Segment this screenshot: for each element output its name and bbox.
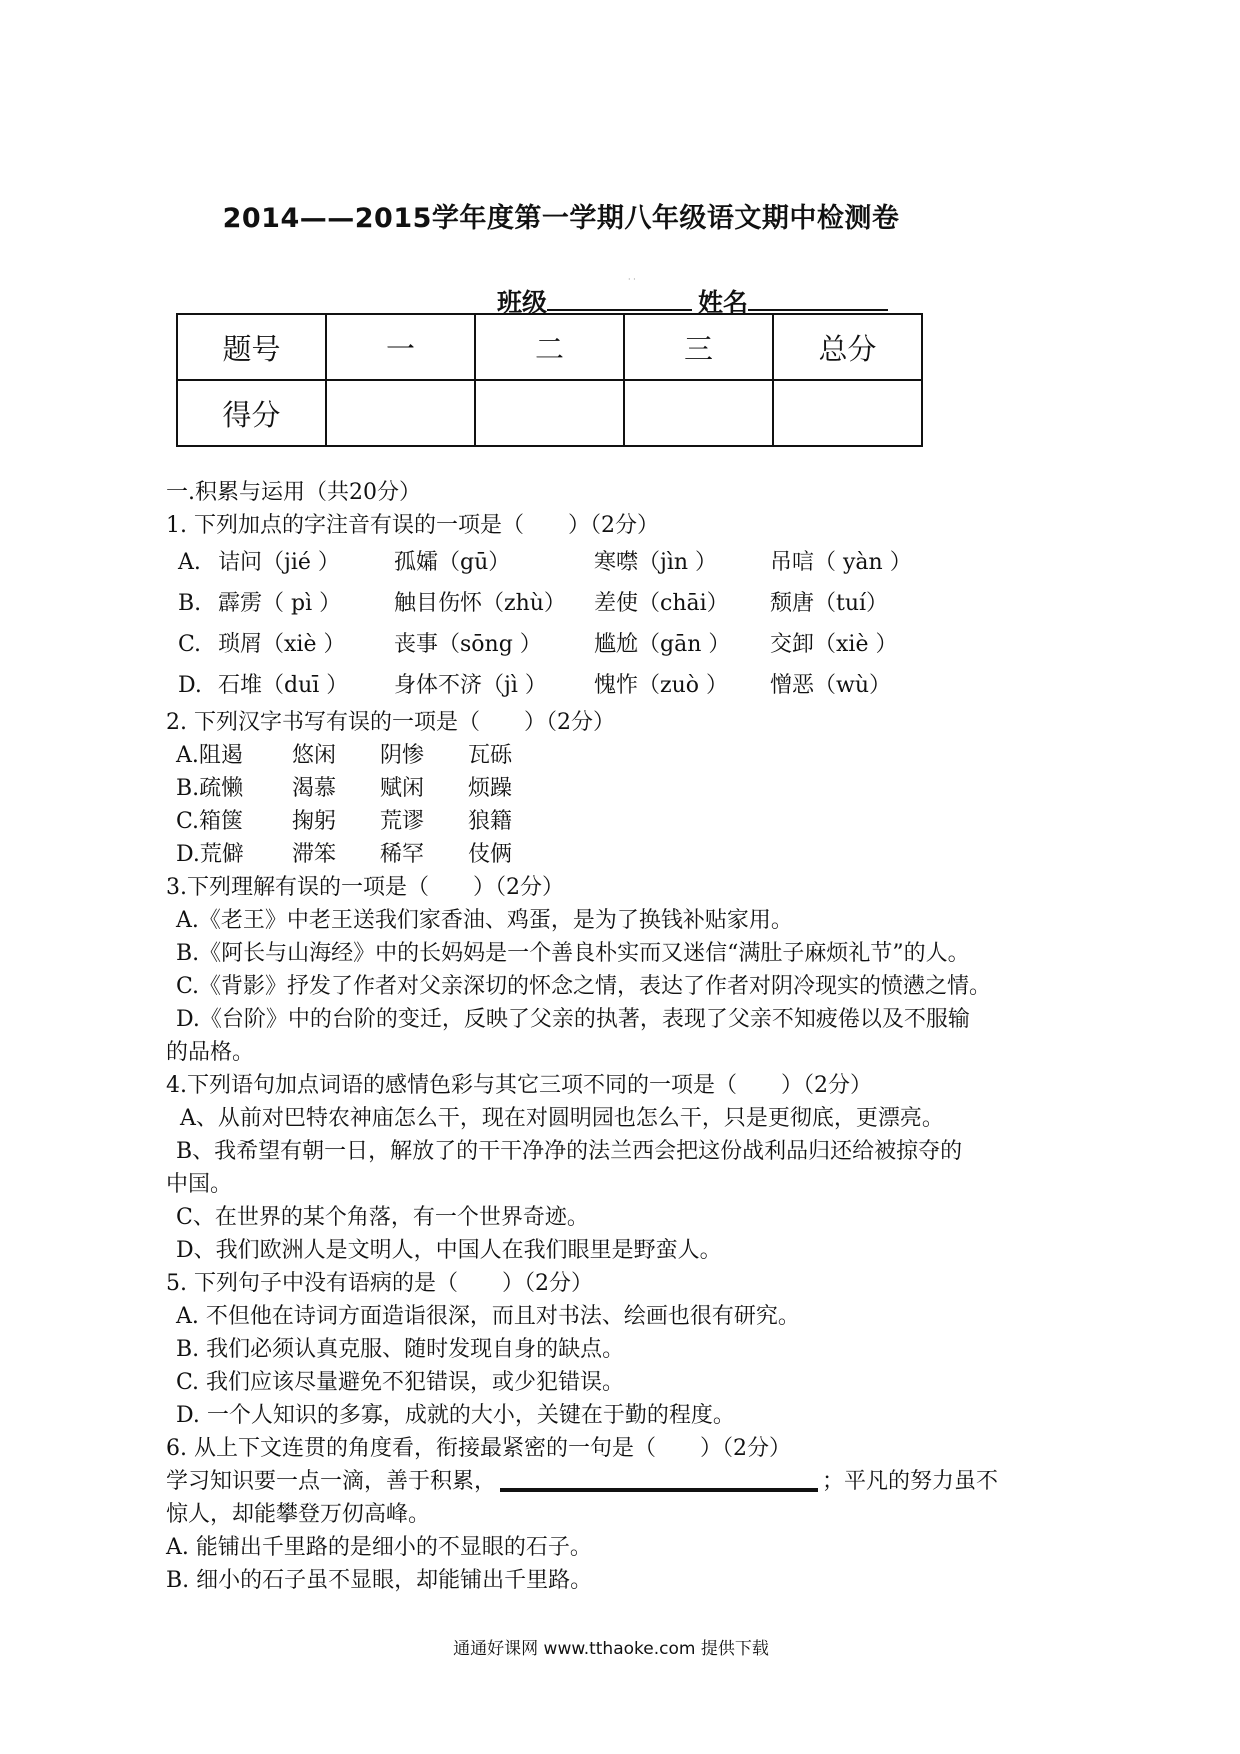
q6-answer-blank: [500, 1472, 818, 1492]
option-word-group: [176, 772, 292, 805]
score-cell: [326, 380, 475, 446]
option-letter: A.: [176, 743, 199, 768]
option-item: 寒噤（jìn ）: [594, 550, 718, 575]
score-header-row: [177, 314, 922, 380]
option-word: 狼籍: [468, 809, 513, 834]
q3-stem: 3.下列理解有误的一项是（ ）（2分）: [166, 875, 564, 900]
option-item: 丧事（sōng ）: [394, 632, 542, 657]
q4-line: B、我希望有朝一日，解放了的干干净净的法兰西会把这份战利品归还给被掠夺的: [176, 1139, 963, 1164]
q5-line: A. 不但他在诗词方面造诣很深，而且对书法、绘画也很有研究。: [176, 1304, 800, 1329]
q4-line: A、从前对巴特农神庙怎么干，现在对圆明园也怎么干，只是更彻底，更漂亮。: [180, 1106, 944, 1131]
name-label: 姓名: [698, 288, 749, 317]
q2-option-c: [166, 805, 1086, 838]
option-word: 悠闲: [292, 743, 337, 768]
q5-stem: 5. 下列句子中没有语病的是（ ）（2分）: [166, 1271, 593, 1296]
q3-line: 的品格。: [166, 1040, 255, 1065]
option-word: 阴惨: [380, 743, 425, 768]
option-letter: D.: [178, 673, 202, 698]
scan-specks: · ·: [628, 275, 636, 284]
option-word: 疏懒: [199, 776, 244, 801]
option-letter: B.: [176, 776, 200, 801]
q3-line: D.《台阶》中的台阶的变迁，反映了父亲的执著，表现了父亲不知疲倦以及不服输: [176, 1007, 970, 1032]
class-blank: [547, 287, 692, 311]
option-item: 孤孀（gū）: [394, 550, 511, 575]
q2-option-b: [166, 772, 1086, 805]
name-blank: [748, 287, 888, 311]
option-item: 霹雳（ pì ）: [218, 591, 342, 616]
option-word: 赋闲: [380, 776, 425, 801]
option-letter: A.: [178, 550, 201, 575]
option-item: 交卸（xiè ）: [770, 632, 898, 657]
option-word: 阻遏: [198, 743, 243, 768]
q2-stem: 2. 下列汉字书写有误的一项是（ ）（2分）: [166, 710, 615, 735]
score-value-row: [177, 380, 922, 446]
q6-passage-before: 学习知识要一点一滴，善于积累，: [166, 1469, 497, 1494]
option-letter: C.: [176, 809, 200, 834]
option-word: 渴慕: [292, 776, 337, 801]
option-item: 触目伤怀（zhù）: [394, 591, 566, 616]
q2-option-a: [166, 739, 1086, 772]
option-word-group: [176, 739, 292, 772]
q4-line: 中国。: [166, 1172, 233, 1197]
q5-line: D. 一个人知识的多寡，成就的大小，关键在于勤的程度。: [176, 1403, 735, 1428]
option-letter: C.: [178, 632, 202, 657]
q6-stem: 6. 从上下文连贯的角度看，衔接最紧密的一句是（ ）（2分）: [166, 1436, 791, 1461]
score-table: [176, 313, 923, 447]
option-item: 吊唁（ yàn ）: [770, 550, 912, 575]
option-item: 琐屑（xiè ）: [218, 632, 346, 657]
option-word: 稀罕: [380, 842, 425, 867]
q6-passage: [166, 1465, 1086, 1498]
footer: [0, 1634, 1240, 1659]
option-letter: B.: [178, 591, 202, 616]
q6-passage-cont: 惊人，却能攀登万仞高峰。: [166, 1502, 431, 1527]
class-label: 班级: [497, 288, 548, 317]
score-header-cell: 二: [475, 314, 624, 380]
q5-line: B. 我们必须认真克服、随时发现自身的缺点。: [176, 1337, 625, 1362]
score-header-cell: 总分: [773, 314, 922, 380]
q2-option-d: [166, 838, 1086, 871]
q4-stem: 4.下列语句加点词语的感情色彩与其它三项不同的一项是（ ）（2分）: [166, 1073, 872, 1098]
option-word-group: [176, 838, 292, 871]
option-item: 诘问（jié ）: [218, 550, 340, 575]
q1-stem: 1. 下列加点的字注音有误的一项是（ ）（2分）: [166, 513, 659, 538]
score-cell: [773, 380, 922, 446]
option-item: 憎恶（wù）: [770, 673, 892, 698]
score-row-label: 得分: [177, 380, 326, 446]
score-cell: [624, 380, 773, 446]
option-word: 滞笨: [292, 842, 337, 867]
q1-option-a: [166, 542, 1086, 583]
q6-option: B. 细小的石子虽不显眼，却能铺出千里路。: [166, 1568, 593, 1593]
option-word: 箱箧: [199, 809, 244, 834]
option-item: 身体不济（jì ）: [394, 673, 547, 698]
option-item: 愧怍（zuò ）: [594, 673, 728, 698]
option-word: 荒僻: [199, 842, 244, 867]
q5-line: C. 我们应该尽量避免不犯错误，或少犯错误。: [176, 1370, 625, 1395]
option-word: 瓦砾: [468, 743, 513, 768]
option-word: 烦躁: [468, 776, 513, 801]
q4-line: C、在世界的某个角落，有一个世界奇迹。: [176, 1205, 589, 1230]
score-header-cell: 一: [326, 314, 475, 380]
q1-option-b: [166, 583, 1086, 624]
option-letter: D.: [176, 842, 200, 867]
option-word: 伎俩: [468, 842, 513, 867]
q3-line: A.《老王》中老王送我们家香油、鸡蛋，是为了换钱补贴家用。: [176, 908, 793, 933]
score-header-cell: 三: [624, 314, 773, 380]
option-word: 荒谬: [380, 809, 425, 834]
option-item: 差使（chāi）: [594, 591, 729, 616]
footer-text: 通通好课网 www.tthaoke.com 提供下载: [453, 1639, 769, 1659]
q6-option: A. 能铺出千里路的是细小的不显眼的石子。: [166, 1535, 592, 1560]
section-heading: 一.积累与运用（共20分）: [166, 480, 421, 505]
q1-option-c: [166, 624, 1086, 665]
q3-line: B.《阿长与山海经》中的长妈妈是一个善良朴实而又迷信“满肚子麻烦礼节”的人。: [176, 941, 970, 966]
q1-option-d: [166, 665, 1086, 706]
q4-line: D、我们欧洲人是文明人，中国人在我们眼里是野蛮人。: [176, 1238, 722, 1263]
exam-content: [166, 476, 1086, 1597]
option-word: 掬躬: [292, 809, 337, 834]
option-word-group: [176, 805, 292, 838]
option-item: 石堆（duī ）: [218, 673, 349, 698]
exam-title-text: 2014——2015学年度第一学期八年级语文期中检测卷: [222, 203, 900, 234]
exam-title: [0, 196, 1240, 235]
score-cell: [475, 380, 624, 446]
option-item: 颓唐（tuí）: [770, 591, 889, 616]
q3-line: C.《背影》抒发了作者对父亲深切的怀念之情，表达了作者对阴冷现实的愤懑之情。: [176, 974, 992, 999]
score-header-cell: 题号: [177, 314, 326, 380]
q6-passage-after: ；平凡的努力虽不: [822, 1469, 999, 1494]
option-item: 尴尬（gān ）: [594, 632, 731, 657]
